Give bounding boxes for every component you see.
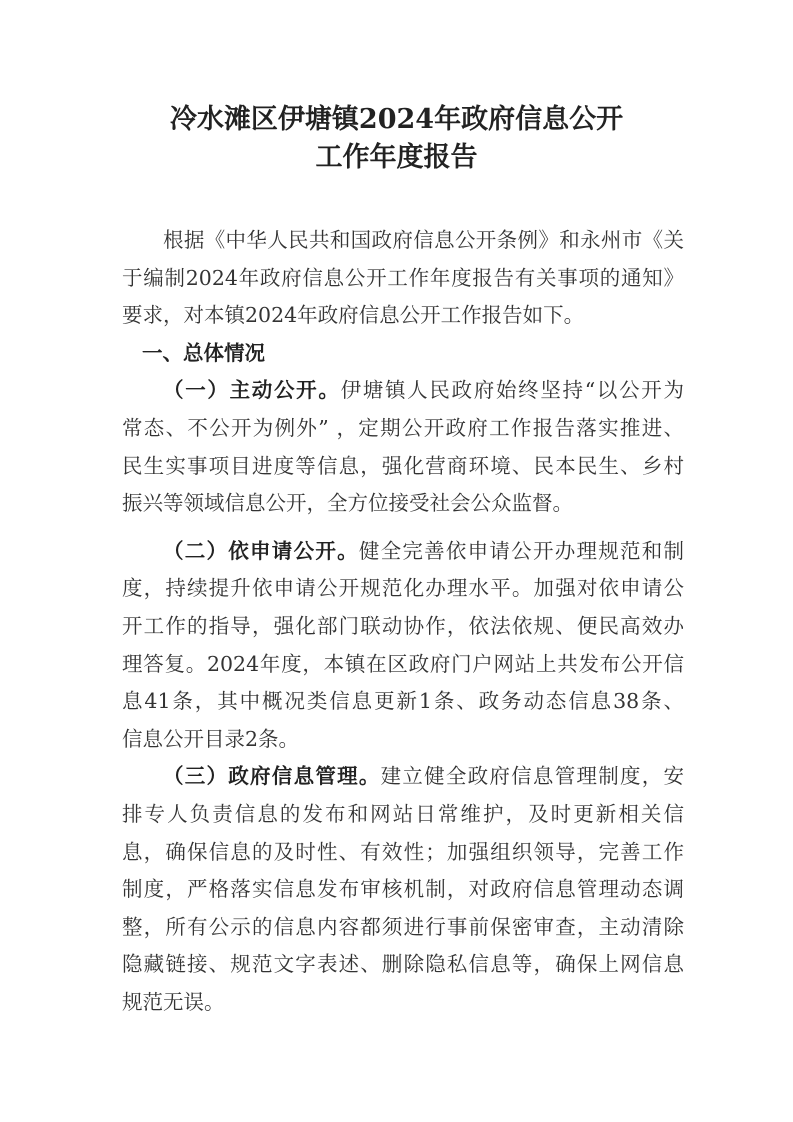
document-title-line-2: 工作年度报告 (315, 142, 478, 173)
text-segment: 伊塘镇人民政府始终坚持“以公开为 (340, 378, 685, 403)
section-lead: （三）政府信息管理。 (163, 764, 381, 789)
text-line (122, 758, 684, 796)
text-line: 振兴等领域信息公开，全方位接受社会公众监督。 (122, 491, 573, 516)
text-line: 要求，对本镇2024年政府信息公开工作报告如下。 (122, 303, 585, 328)
text-line: 度，持续提升依申请公开规范化办理水平。加强对依申请公 (122, 576, 684, 601)
text-line (122, 372, 684, 410)
section-lead: （一）主动公开。 (163, 378, 341, 403)
text-line: 根据《中华人民共和国政府信息公开条例》和永州市《关 (163, 228, 684, 252)
document-title-line-1: 冷水滩区伊塘镇2024年政府信息公开 (169, 104, 624, 135)
text-line (122, 533, 684, 571)
text-line: 信息公开目录2条。 (122, 726, 300, 751)
text-line: 整，所有公示的信息内容都须进行事前保密审查，主动清除 (122, 914, 684, 939)
text-segment: 建立健全政府信息管理制度，安 (380, 764, 684, 789)
section-proactive-disclosure (122, 372, 684, 522)
section-lead: （二）依申请公开。 (163, 538, 359, 563)
section-heading: 一、总体情况 (142, 340, 265, 365)
text-line: 隐藏链接、规范文字表述、删除隐私信息等，确保上网信息 (122, 952, 684, 977)
text-line: 民生实事项目进度等信息，强化营商环境、民本民生、乡村 (122, 453, 684, 478)
text-line: 开工作的指导，强化部门联动协作，依法依规、便民高效办 (122, 613, 684, 638)
section-information-management (122, 758, 684, 1021)
section-application-disclosure (122, 533, 684, 759)
text-line: 息41条，其中概况类信息更新1条、政务动态信息38条、 (122, 689, 684, 714)
text-line: 理答复。2024年度，本镇在区政府门户网站上共发布公开信 (122, 651, 684, 676)
text-line: 规范无误。 (122, 989, 225, 1014)
text-line: 于编制2024年政府信息公开工作年度报告有关事项的通知》 (122, 265, 684, 290)
text-line: 排专人负责信息的发布和网站日常维护，及时更新相关信 (122, 801, 684, 826)
text-line: 息，确保信息的及时性、有效性；加强组织领导，完善工作 (122, 839, 684, 864)
intro-paragraph (122, 222, 684, 335)
document-body (122, 222, 684, 1021)
text-line: 制度，严格落实信息发布审核机制，对政府信息管理动态调 (122, 877, 684, 902)
text-segment: 健全完善依申请公开办理规范和制 (358, 538, 685, 563)
text-line: 常态、不公开为例外” ，定期公开政府工作报告落实推进、 (122, 415, 684, 440)
